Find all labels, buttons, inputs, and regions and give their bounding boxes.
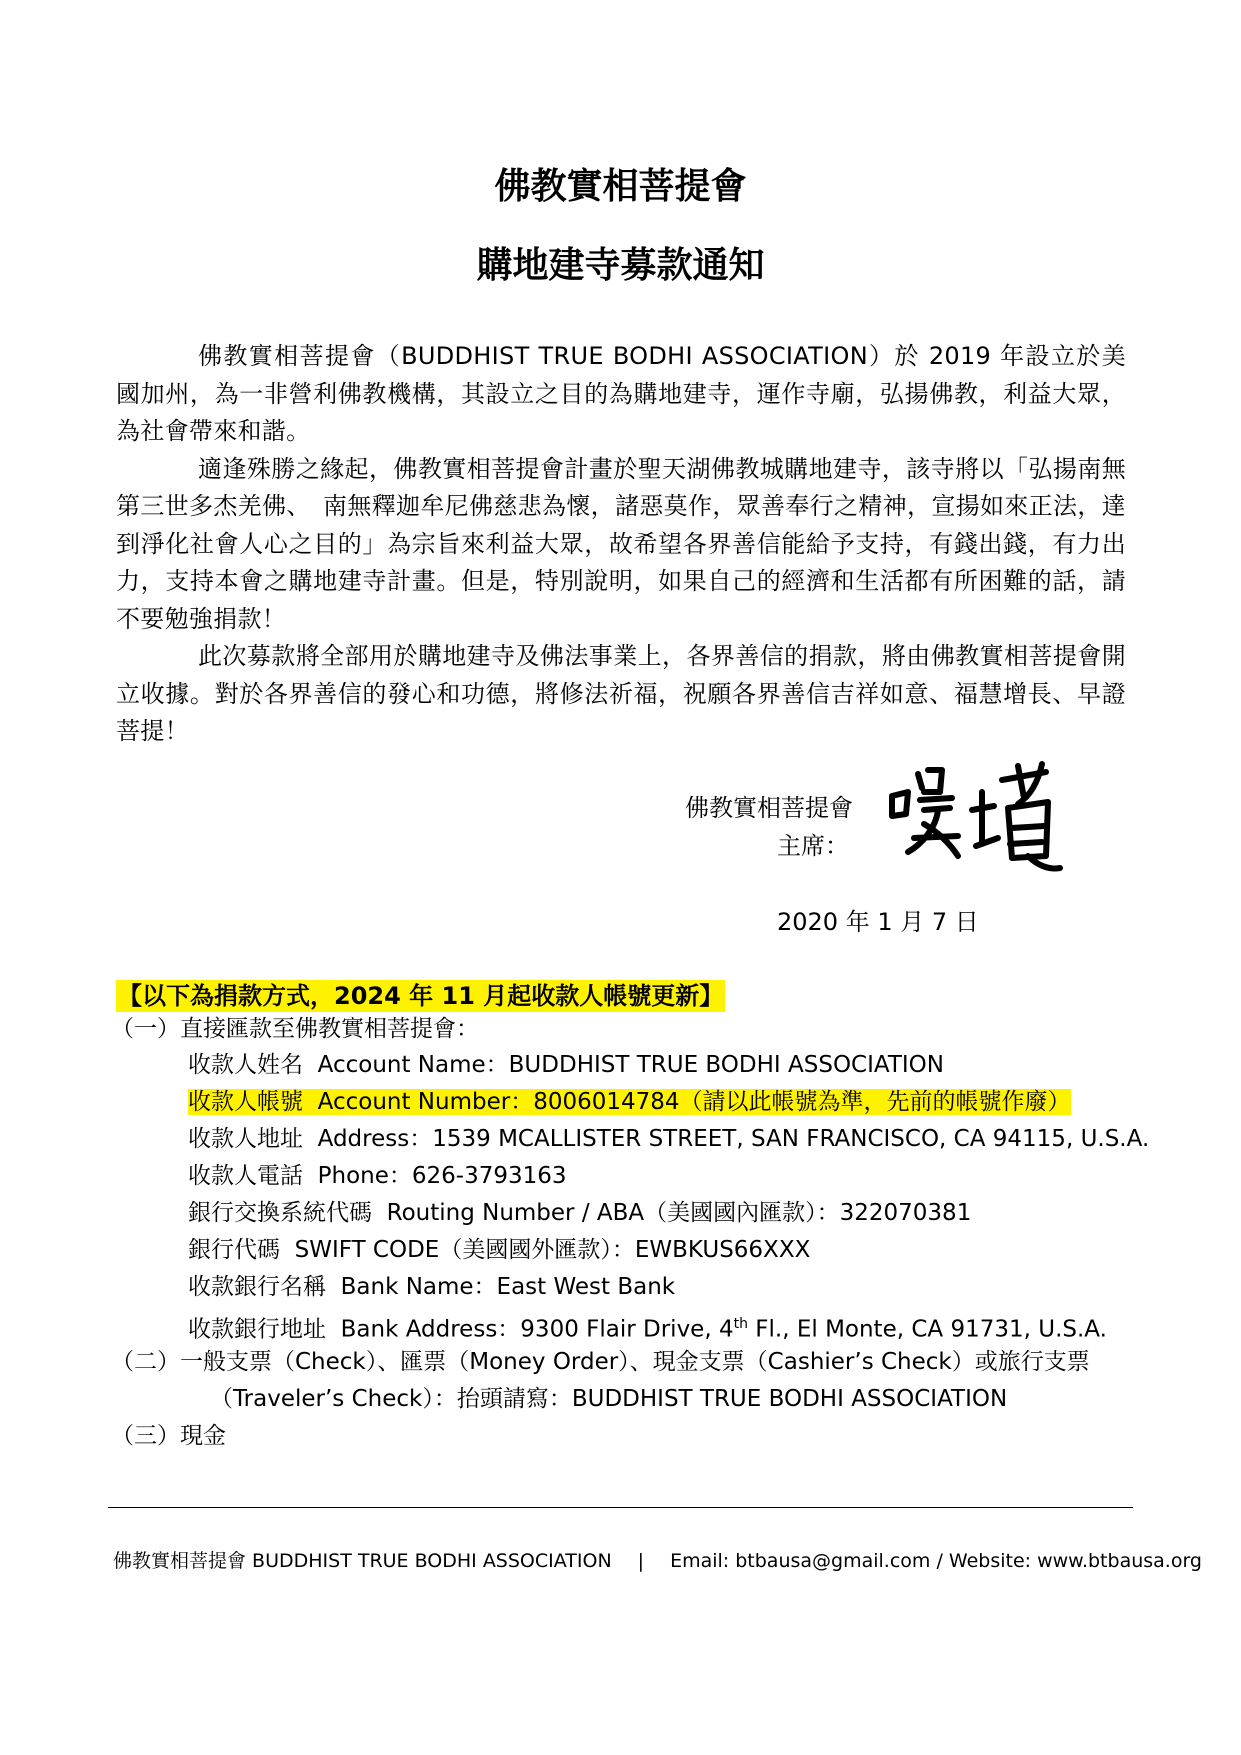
field-label: 銀行交換系統代碼 [188, 1200, 372, 1226]
method-wire-transfer-title: （一）直接匯款至佛教實相菩提會： [111, 1016, 479, 1042]
field-account-number [188, 1085, 1071, 1119]
ordinal-suffix: th [733, 1316, 748, 1332]
field-phone [188, 1159, 567, 1193]
field-value-continued: Fl., El Monte, CA 91731, U.S.A. [747, 1316, 1107, 1343]
document-date: 2020 年 1 月 7 日 [777, 908, 979, 936]
field-label: 收款人帳號 [188, 1089, 303, 1115]
document-subtitle: 購地建寺募款通知 [476, 245, 765, 286]
field-value: Bank Name：East West Bank [340, 1274, 676, 1300]
notice-body [116, 338, 1126, 751]
field-bank-name [188, 1270, 675, 1304]
field-swift-code [188, 1233, 810, 1267]
field-value: SWIFT CODE（美國國外匯款）：EWBKUS66XXX [294, 1237, 811, 1263]
footer-divider [108, 1507, 1133, 1508]
paragraph-purpose: 適逢殊勝之緣起，佛教實相菩提會計畫於聖天湖佛教城購地建寺，該寺將以「弘揚南無第三世多杰羌佛、 南無釋迦牟尼佛慈悲為懷，諸惡莫作，眾善奉行之精神，宣揚如來正法，達到淨化社會人心之目的」為宗旨來利益大眾，故希望各界善信能給予支持，有錢出錢，有力出力，支持本會之購地建寺計畫。但是，特別說明，如果自己的經濟和生活都有所困難的話，請不要勉強捐款！ [116, 454, 1126, 633]
field-label: 銀行代碼 [188, 1237, 280, 1263]
field-routing-number [188, 1196, 971, 1230]
field-label: 收款人地址 [188, 1126, 303, 1152]
field-address [188, 1122, 1149, 1156]
footer [113, 1548, 1202, 1574]
field-value: Account Number：8006014784（請以此帳號為準，先前的帳號作廢） [317, 1089, 1071, 1115]
handwritten-signature [878, 752, 1068, 882]
signature-role: 主席： [777, 832, 849, 860]
paragraph-blessing: 此次募款將全部用於購地建寺及佛法事業上，各界善信的捐款，將由佛教實相菩提會開立收據。對於各界善信的發心和功德，將修法祈福，祝願各界善信吉祥如意、福慧增長、早證菩提！ [116, 642, 1126, 745]
field-value: Bank Address：9300 Flair Drive, 4 [340, 1316, 734, 1343]
field-value: Address：1539 MCALLISTER STREET, SAN FRANCISCO, CA 94115, U.S.A. [317, 1126, 1150, 1152]
field-label: 收款人電話 [188, 1163, 303, 1189]
field-account-name [188, 1048, 944, 1082]
field-value: Routing Number / ABA（美國國內匯款）：322070381 [386, 1200, 972, 1226]
footer-contact: Email: btbausa@gmail.com / Website: www.btbausa.org [670, 1550, 1202, 1572]
document-title: 佛教實相菩提會 [494, 166, 747, 207]
field-label: 收款銀行名稱 [188, 1274, 326, 1300]
field-highlight [188, 1089, 1071, 1115]
field-bank-address [188, 1307, 1107, 1347]
method-check-payee: （Traveler’s Check）：抬頭請寫：BUDDHIST TRUE BODHI ASSOCIATION [210, 1386, 1008, 1412]
method-check-title: （二）一般支票（Check）、匯票（Money Order）、現金支票（Cashier’s Check）或旅行支票 [111, 1349, 1090, 1375]
field-value: Account Name：BUDDHIST TRUE BODHI ASSOCIATION [317, 1052, 944, 1078]
footer-separator: | [637, 1550, 645, 1572]
field-label: 收款人姓名 [188, 1052, 303, 1078]
method-cash-title: （三）現金 [111, 1423, 226, 1449]
field-label: 收款銀行地址 [188, 1316, 326, 1343]
field-value: Phone：626-3793163 [317, 1163, 567, 1189]
paragraph-introduction: 佛教實相菩提會（BUDDHIST TRUE BODHI ASSOCIATION）於 2019 年設立於美國加州，為一非營利佛教機構，其設立之目的為購地建寺，運作寺廟，弘揚佛教，利益大眾，為社會帶來和諧。 [116, 342, 1126, 445]
footer-organization: 佛教實相菩提會 BUDDHIST TRUE BODHI ASSOCIATION [113, 1550, 612, 1572]
donation-heading: 【以下為捐款方式，2024 年 11 月起收款人帳號更新】 [118, 982, 724, 1010]
signature-organization: 佛教實相菩提會 [685, 794, 853, 822]
